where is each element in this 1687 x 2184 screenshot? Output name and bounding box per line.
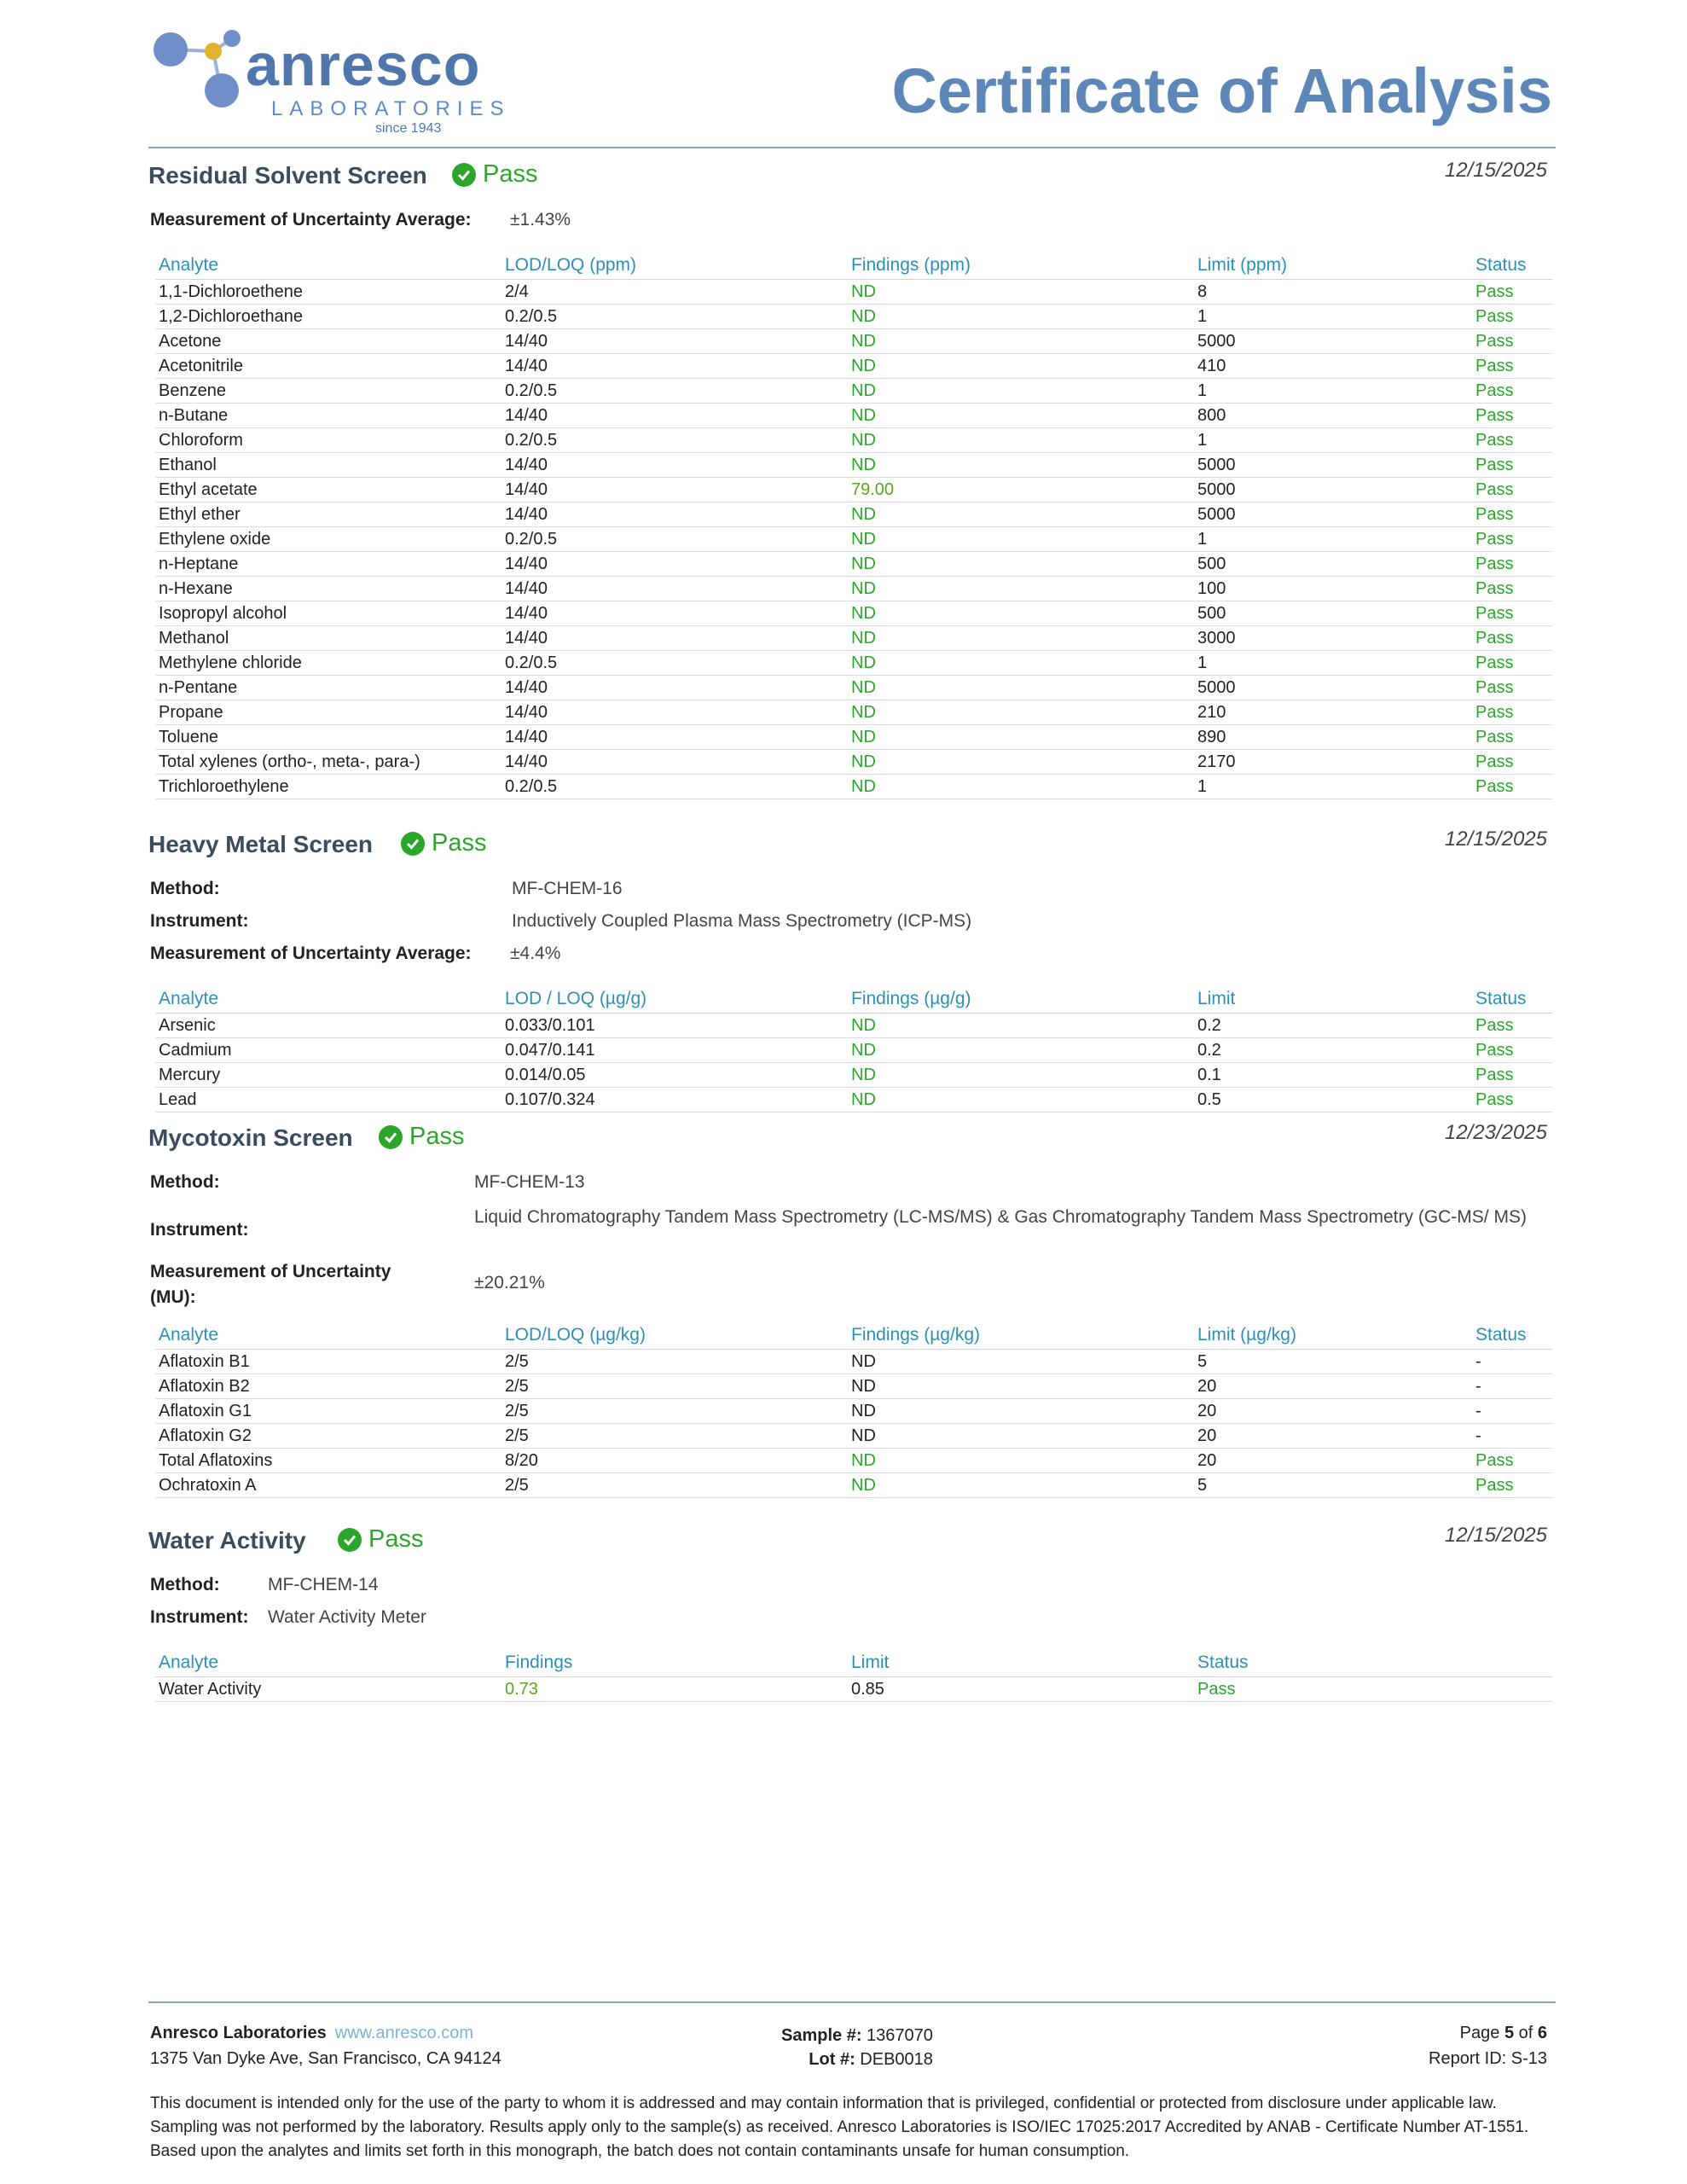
page-number: Page 5 of 6 bbox=[1459, 2024, 1547, 2042]
table-cell: ND bbox=[848, 601, 1194, 626]
table-cell: 20 bbox=[1194, 1399, 1472, 1424]
table-cell: 1 bbox=[1194, 775, 1472, 799]
table-cell: Trichloroethylene bbox=[155, 775, 501, 799]
document-title: Certificate of Analysis bbox=[891, 55, 1552, 126]
table-cell: Pass bbox=[1472, 700, 1552, 725]
table-row bbox=[155, 1424, 1552, 1449]
table-cell: 500 bbox=[1194, 601, 1472, 626]
section-title: Residual Solvent Screen bbox=[148, 162, 427, 189]
table-cell: 20 bbox=[1194, 1424, 1472, 1449]
section-header bbox=[148, 828, 1547, 879]
lot-number: DEB0018 bbox=[860, 2050, 933, 2069]
method-label: Method: bbox=[150, 1575, 220, 1594]
table-row bbox=[155, 305, 1552, 329]
table-cell: Aflatoxin B1 bbox=[155, 1350, 501, 1374]
mu-label: Measurement of Uncertainty Average: bbox=[150, 944, 472, 963]
table-cell: 1,1-Dichloroethene bbox=[155, 280, 501, 305]
column-header: Findings (ppm) bbox=[848, 253, 1194, 280]
table-cell: 1 bbox=[1194, 428, 1472, 453]
table-cell: ND bbox=[848, 1350, 1194, 1374]
table-cell: ND bbox=[848, 1038, 1194, 1063]
table-row bbox=[155, 379, 1552, 404]
table-row bbox=[155, 478, 1552, 502]
table-cell: Methanol bbox=[155, 626, 501, 651]
pass-badge bbox=[401, 829, 486, 857]
pass-status: Pass bbox=[483, 160, 538, 188]
table-cell: ND bbox=[848, 1399, 1194, 1424]
table-header-row bbox=[155, 986, 1552, 1014]
section-header bbox=[148, 1121, 1547, 1172]
pass-badge bbox=[452, 160, 537, 189]
column-header: Limit bbox=[1194, 986, 1472, 1014]
lab-name: Anresco Laboratories bbox=[150, 2024, 327, 2042]
logo-since: since 1943 bbox=[375, 121, 442, 136]
table-cell: 5000 bbox=[1194, 453, 1472, 478]
method-label: Method: bbox=[150, 879, 220, 898]
table-cell: 14/40 bbox=[501, 502, 848, 527]
table-cell: Pass bbox=[1194, 1677, 1552, 1702]
table-cell: Pass bbox=[1472, 1088, 1552, 1112]
table-cell: Pass bbox=[1472, 527, 1552, 552]
table-row bbox=[155, 651, 1552, 676]
table-cell: 14/40 bbox=[501, 552, 848, 577]
table-header-row bbox=[155, 1650, 1552, 1677]
table-cell: 14/40 bbox=[501, 453, 848, 478]
table-row bbox=[155, 700, 1552, 725]
table-cell: Pass bbox=[1472, 478, 1552, 502]
instrument-row bbox=[148, 911, 1547, 944]
table-cell: 800 bbox=[1194, 404, 1472, 428]
table-cell: Chloroform bbox=[155, 428, 501, 453]
table-cell: Pass bbox=[1472, 552, 1552, 577]
section-date: 12/15/2025 bbox=[1444, 828, 1547, 851]
table-cell: Pass bbox=[1472, 750, 1552, 775]
lab-website-link[interactable]: www.anresco.com bbox=[334, 2024, 474, 2042]
table-cell: Methylene chloride bbox=[155, 651, 501, 676]
table-row bbox=[155, 354, 1552, 379]
table-cell: 2/5 bbox=[501, 1350, 848, 1374]
table-cell: Pass bbox=[1472, 626, 1552, 651]
table-cell: n-Butane bbox=[155, 404, 501, 428]
table-cell: 20 bbox=[1194, 1374, 1472, 1399]
logo-subtitle: LABORATORIES bbox=[271, 97, 511, 120]
column-header: Status bbox=[1472, 253, 1552, 280]
table-cell: ND bbox=[848, 502, 1194, 527]
table-cell: ND bbox=[848, 725, 1194, 750]
column-header: LOD/LOQ (µg/kg) bbox=[501, 1322, 848, 1350]
table-cell: Benzene bbox=[155, 379, 501, 404]
section-title: Mycotoxin Screen bbox=[148, 1124, 353, 1151]
table-cell: ND bbox=[848, 329, 1194, 354]
table-row bbox=[155, 1473, 1552, 1498]
table-cell: Pass bbox=[1472, 1014, 1552, 1038]
instrument-value: Water Activity Meter bbox=[268, 1607, 426, 1627]
pass-status: Pass bbox=[409, 1123, 465, 1150]
column-header: LOD / LOQ (µg/g) bbox=[501, 986, 848, 1014]
mu-label: Measurement of Uncertainty (MU): bbox=[150, 1262, 391, 1307]
table-cell: Mercury bbox=[155, 1063, 501, 1088]
report-id: Report ID: S-13 bbox=[1429, 2049, 1547, 2068]
mu-value: ±4.4% bbox=[510, 944, 561, 963]
table-cell: Aflatoxin G1 bbox=[155, 1399, 501, 1424]
table-header-row bbox=[155, 1322, 1552, 1350]
table-cell: 1,2-Dichloroethane bbox=[155, 305, 501, 329]
logo-wordmark: anresco bbox=[246, 32, 481, 98]
table-cell: - bbox=[1472, 1350, 1552, 1374]
table-cell: 8/20 bbox=[501, 1449, 848, 1473]
table-row bbox=[155, 502, 1552, 527]
table-cell: Pass bbox=[1472, 453, 1552, 478]
table-cell: 210 bbox=[1194, 700, 1472, 725]
table-cell: Pass bbox=[1472, 428, 1552, 453]
table-cell: 2/5 bbox=[501, 1374, 848, 1399]
table-cell: 2170 bbox=[1194, 750, 1472, 775]
table-cell: Pass bbox=[1472, 1038, 1552, 1063]
column-header: Analyte bbox=[155, 986, 501, 1014]
instrument-row bbox=[148, 1607, 1547, 1640]
table-cell: 0.5 bbox=[1194, 1088, 1472, 1112]
table-row bbox=[155, 1399, 1552, 1424]
table-row bbox=[155, 428, 1552, 453]
table-cell: ND bbox=[848, 1449, 1194, 1473]
table-cell: ND bbox=[848, 280, 1194, 305]
table-cell: Aflatoxin B2 bbox=[155, 1374, 501, 1399]
column-header: Analyte bbox=[155, 1650, 501, 1677]
lab-info bbox=[150, 2020, 501, 2071]
table-row bbox=[155, 1088, 1552, 1112]
table-cell: 0.2/0.5 bbox=[501, 651, 848, 676]
table-cell: 0.2 bbox=[1194, 1014, 1472, 1038]
table-cell: 0.2 bbox=[1194, 1038, 1472, 1063]
section-title: Water Activity bbox=[148, 1527, 306, 1554]
table-cell: Pass bbox=[1472, 379, 1552, 404]
table-cell: Aflatoxin G2 bbox=[155, 1424, 501, 1449]
table-cell: Pass bbox=[1472, 329, 1552, 354]
table-cell: 1 bbox=[1194, 651, 1472, 676]
anresco-logo bbox=[152, 26, 511, 136]
column-header: Findings (µg/kg) bbox=[848, 1322, 1194, 1350]
table-cell: Pass bbox=[1472, 651, 1552, 676]
table-row bbox=[155, 1014, 1552, 1038]
instrument-label: Instrument: bbox=[150, 1220, 249, 1240]
heavy-metal-section bbox=[148, 828, 1547, 1112]
table-cell: ND bbox=[848, 453, 1194, 478]
lab-address: 1375 Van Dyke Ave, San Francisco, CA 94124 bbox=[150, 2049, 501, 2068]
table-cell: 20 bbox=[1194, 1449, 1472, 1473]
table-cell: 5 bbox=[1194, 1473, 1472, 1498]
table-cell: 0.2/0.5 bbox=[501, 379, 848, 404]
column-header: LOD/LOQ (ppm) bbox=[501, 253, 848, 280]
check-circle-icon bbox=[401, 832, 425, 856]
pass-badge bbox=[338, 1525, 423, 1554]
page-info bbox=[1429, 2020, 1547, 2071]
table-cell: 14/40 bbox=[501, 676, 848, 700]
column-header: Status bbox=[1472, 1322, 1552, 1350]
header-divider bbox=[148, 147, 1556, 148]
table-row bbox=[155, 676, 1552, 700]
table-cell: Isopropyl alcohol bbox=[155, 601, 501, 626]
method-label: Method: bbox=[150, 1172, 220, 1192]
method-row bbox=[148, 1172, 1547, 1205]
sample-info bbox=[781, 2024, 933, 2071]
column-header: Analyte bbox=[155, 1322, 501, 1350]
table-cell: Ethanol bbox=[155, 453, 501, 478]
table-cell: Water Activity bbox=[155, 1677, 501, 1702]
table-cell: 500 bbox=[1194, 552, 1472, 577]
table-cell: Pass bbox=[1472, 775, 1552, 799]
table-cell: Pass bbox=[1472, 676, 1552, 700]
table-cell: 410 bbox=[1194, 354, 1472, 379]
table-cell: 0.2/0.5 bbox=[501, 527, 848, 552]
table-cell: 14/40 bbox=[501, 577, 848, 601]
column-header: Findings bbox=[501, 1650, 848, 1677]
mu-value: ±20.21% bbox=[474, 1273, 545, 1292]
table-cell: Pass bbox=[1472, 280, 1552, 305]
table-cell: n-Heptane bbox=[155, 552, 501, 577]
mu-row bbox=[148, 944, 1547, 976]
legal-disclaimer: This document is intended only for the use of the party to whom it is addressed and may contain information that is privileged, confidential or protected from disclosure under applicable law. Sampling was not performed by the laboratory. Results apply only to the sample(s) as received. Anresco Laboratories is ISO/IEC 17025:2017 Accredited by ANAB - Certificate Number AT-1551. Based upon the analytes and limits set forth in this monograph, the batch does not contain contaminants unsafe for human consumption. bbox=[150, 2094, 1529, 2160]
table-cell: Total Aflatoxins bbox=[155, 1449, 501, 1473]
table-cell: Pass bbox=[1472, 305, 1552, 329]
section-date: 12/23/2025 bbox=[1444, 1121, 1547, 1144]
table-cell: 0.2/0.5 bbox=[501, 305, 848, 329]
table-cell: 1 bbox=[1194, 527, 1472, 552]
table-cell: ND bbox=[848, 651, 1194, 676]
table-row bbox=[155, 1038, 1552, 1063]
method-value: MF-CHEM-16 bbox=[512, 879, 623, 898]
table-cell: 14/40 bbox=[501, 601, 848, 626]
table-cell: 3000 bbox=[1194, 626, 1472, 651]
table-cell: 890 bbox=[1194, 725, 1472, 750]
table-cell: ND bbox=[848, 775, 1194, 799]
table-cell: Pass bbox=[1472, 404, 1552, 428]
table-cell: Toluene bbox=[155, 725, 501, 750]
table-row bbox=[155, 329, 1552, 354]
mu-row bbox=[148, 1259, 1547, 1319]
mu-row bbox=[148, 210, 1547, 242]
table-cell: ND bbox=[848, 626, 1194, 651]
molecule-logo-icon bbox=[152, 26, 254, 111]
table-cell: ND bbox=[848, 305, 1194, 329]
table-cell: ND bbox=[848, 1374, 1194, 1399]
table-row bbox=[155, 404, 1552, 428]
table-row bbox=[155, 552, 1552, 577]
table-cell: 14/40 bbox=[501, 354, 848, 379]
table-cell: ND bbox=[848, 552, 1194, 577]
table-row bbox=[155, 1449, 1552, 1473]
table-cell: 14/40 bbox=[501, 725, 848, 750]
table-cell: ND bbox=[848, 354, 1194, 379]
table-cell: Cadmium bbox=[155, 1038, 501, 1063]
table-cell: 5000 bbox=[1194, 329, 1472, 354]
table-cell: Pass bbox=[1472, 725, 1552, 750]
table-cell: ND bbox=[848, 577, 1194, 601]
mu-value: ±1.43% bbox=[510, 210, 571, 229]
table-cell: 0.014/0.05 bbox=[501, 1063, 848, 1088]
table-cell: 1 bbox=[1194, 379, 1472, 404]
table-row bbox=[155, 725, 1552, 750]
table-cell: Total xylenes (ortho-, meta-, para-) bbox=[155, 750, 501, 775]
table-cell: Ethyl ether bbox=[155, 502, 501, 527]
section-title: Heavy Metal Screen bbox=[148, 831, 374, 857]
check-circle-icon bbox=[338, 1528, 362, 1552]
table-cell: Arsenic bbox=[155, 1014, 501, 1038]
table-cell: Ethyl acetate bbox=[155, 478, 501, 502]
instrument-label: Instrument: bbox=[150, 1607, 249, 1627]
table-cell: Ochratoxin A bbox=[155, 1473, 501, 1498]
water-activity-section bbox=[148, 1524, 1547, 1702]
table-cell: 14/40 bbox=[501, 329, 848, 354]
instrument-label: Instrument: bbox=[150, 911, 249, 931]
column-header: Limit (µg/kg) bbox=[1194, 1322, 1472, 1350]
table-cell: ND bbox=[848, 1014, 1194, 1038]
table-cell: 0.73 bbox=[501, 1677, 848, 1702]
residual-table bbox=[155, 253, 1552, 799]
table-header-row bbox=[155, 253, 1552, 280]
table-row bbox=[155, 601, 1552, 626]
instrument-value: Liquid Chromatography Tandem Mass Spectrometry (LC-MS/MS) & Gas Chromatography Tandem Mass Spectrometry (GC-MS/ MS) bbox=[474, 1207, 1527, 1227]
table-cell: 14/40 bbox=[501, 750, 848, 775]
table-cell: Acetone bbox=[155, 329, 501, 354]
table-cell: ND bbox=[848, 1063, 1194, 1088]
table-cell: 79.00 bbox=[848, 478, 1194, 502]
table-cell: - bbox=[1472, 1424, 1552, 1449]
pass-badge bbox=[379, 1123, 464, 1151]
heavy-metal-table bbox=[155, 986, 1552, 1112]
table-cell: 2/5 bbox=[501, 1399, 848, 1424]
table-cell: 5000 bbox=[1194, 502, 1472, 527]
table-row bbox=[155, 453, 1552, 478]
table-cell: 2/5 bbox=[501, 1424, 848, 1449]
table-cell: 14/40 bbox=[501, 478, 848, 502]
table-cell: 14/40 bbox=[501, 404, 848, 428]
table-row bbox=[155, 1063, 1552, 1088]
table-row bbox=[155, 775, 1552, 799]
method-row bbox=[148, 1575, 1547, 1607]
table-cell: ND bbox=[848, 1473, 1194, 1498]
section-date: 12/15/2025 bbox=[1444, 159, 1547, 182]
table-cell: Lead bbox=[155, 1088, 501, 1112]
mu-label: Measurement of Uncertainty Average: bbox=[150, 210, 472, 229]
table-cell: Pass bbox=[1472, 601, 1552, 626]
table-cell: 5 bbox=[1194, 1350, 1472, 1374]
footer-divider bbox=[148, 2001, 1556, 2003]
column-header: Status bbox=[1472, 986, 1552, 1014]
section-header bbox=[148, 159, 1547, 210]
table-cell: ND bbox=[848, 1424, 1194, 1449]
table-row bbox=[155, 1677, 1552, 1702]
sample-label: Sample #: bbox=[781, 2026, 862, 2045]
mycotoxin-section bbox=[148, 1121, 1547, 1498]
lot-label: Lot #: bbox=[809, 2050, 855, 2069]
residual-solvent-section bbox=[148, 159, 1547, 799]
method-value: MF-CHEM-14 bbox=[268, 1575, 379, 1594]
table-cell: 5000 bbox=[1194, 478, 1472, 502]
table-cell: 0.2/0.5 bbox=[501, 775, 848, 799]
instrument-value: Inductively Coupled Plasma Mass Spectrometry (ICP-MS) bbox=[512, 911, 972, 931]
table-cell: 5000 bbox=[1194, 676, 1472, 700]
table-row bbox=[155, 1350, 1552, 1374]
table-row bbox=[155, 280, 1552, 305]
table-cell: 0.1 bbox=[1194, 1063, 1472, 1088]
table-row bbox=[155, 527, 1552, 552]
table-cell: ND bbox=[848, 676, 1194, 700]
section-header bbox=[148, 1524, 1547, 1575]
method-row bbox=[148, 879, 1547, 911]
table-cell: ND bbox=[848, 1088, 1194, 1112]
table-cell: n-Hexane bbox=[155, 577, 501, 601]
column-header: Limit (ppm) bbox=[1194, 253, 1472, 280]
table-row bbox=[155, 626, 1552, 651]
table-cell: ND bbox=[848, 700, 1194, 725]
table-cell: 1 bbox=[1194, 305, 1472, 329]
table-cell: Pass bbox=[1472, 502, 1552, 527]
table-row bbox=[155, 750, 1552, 775]
table-cell: Pass bbox=[1472, 1473, 1552, 1498]
table-cell: 14/40 bbox=[501, 700, 848, 725]
table-cell: 0.2/0.5 bbox=[501, 428, 848, 453]
pass-status: Pass bbox=[368, 1525, 424, 1553]
pass-status: Pass bbox=[432, 829, 487, 857]
table-cell: ND bbox=[848, 404, 1194, 428]
table-cell: Pass bbox=[1472, 354, 1552, 379]
column-header: Limit bbox=[848, 1650, 1194, 1677]
table-cell: ND bbox=[848, 379, 1194, 404]
instrument-row bbox=[148, 1205, 1547, 1259]
table-cell: Acetonitrile bbox=[155, 354, 501, 379]
sample-number: 1367070 bbox=[867, 2026, 933, 2045]
table-cell: 2/5 bbox=[501, 1473, 848, 1498]
column-header: Findings (µg/g) bbox=[848, 986, 1194, 1014]
table-cell: Pass bbox=[1472, 577, 1552, 601]
table-cell: Propane bbox=[155, 700, 501, 725]
table-cell: 100 bbox=[1194, 577, 1472, 601]
table-cell: n-Pentane bbox=[155, 676, 501, 700]
table-cell: Ethylene oxide bbox=[155, 527, 501, 552]
table-cell: 0.033/0.101 bbox=[501, 1014, 848, 1038]
table-cell: 8 bbox=[1194, 280, 1472, 305]
table-cell: - bbox=[1472, 1399, 1552, 1424]
table-cell: 0.85 bbox=[848, 1677, 1194, 1702]
section-date: 12/15/2025 bbox=[1444, 1524, 1547, 1547]
mycotoxin-table bbox=[155, 1322, 1552, 1498]
column-header: Status bbox=[1194, 1650, 1552, 1677]
table-row bbox=[155, 577, 1552, 601]
table-cell: Pass bbox=[1472, 1449, 1552, 1473]
table-cell: 14/40 bbox=[501, 626, 848, 651]
check-circle-icon bbox=[452, 163, 476, 187]
method-value: MF-CHEM-13 bbox=[474, 1172, 585, 1192]
table-cell: 0.107/0.324 bbox=[501, 1088, 848, 1112]
check-circle-icon bbox=[379, 1125, 403, 1149]
table-row bbox=[155, 1374, 1552, 1399]
water-activity-table bbox=[155, 1650, 1552, 1702]
table-cell: 0.047/0.141 bbox=[501, 1038, 848, 1063]
table-cell: 2/4 bbox=[501, 280, 848, 305]
table-cell: Pass bbox=[1472, 1063, 1552, 1088]
table-cell: ND bbox=[848, 527, 1194, 552]
table-cell: ND bbox=[848, 428, 1194, 453]
column-header: Analyte bbox=[155, 253, 501, 280]
table-cell: - bbox=[1472, 1374, 1552, 1399]
table-cell: ND bbox=[848, 750, 1194, 775]
